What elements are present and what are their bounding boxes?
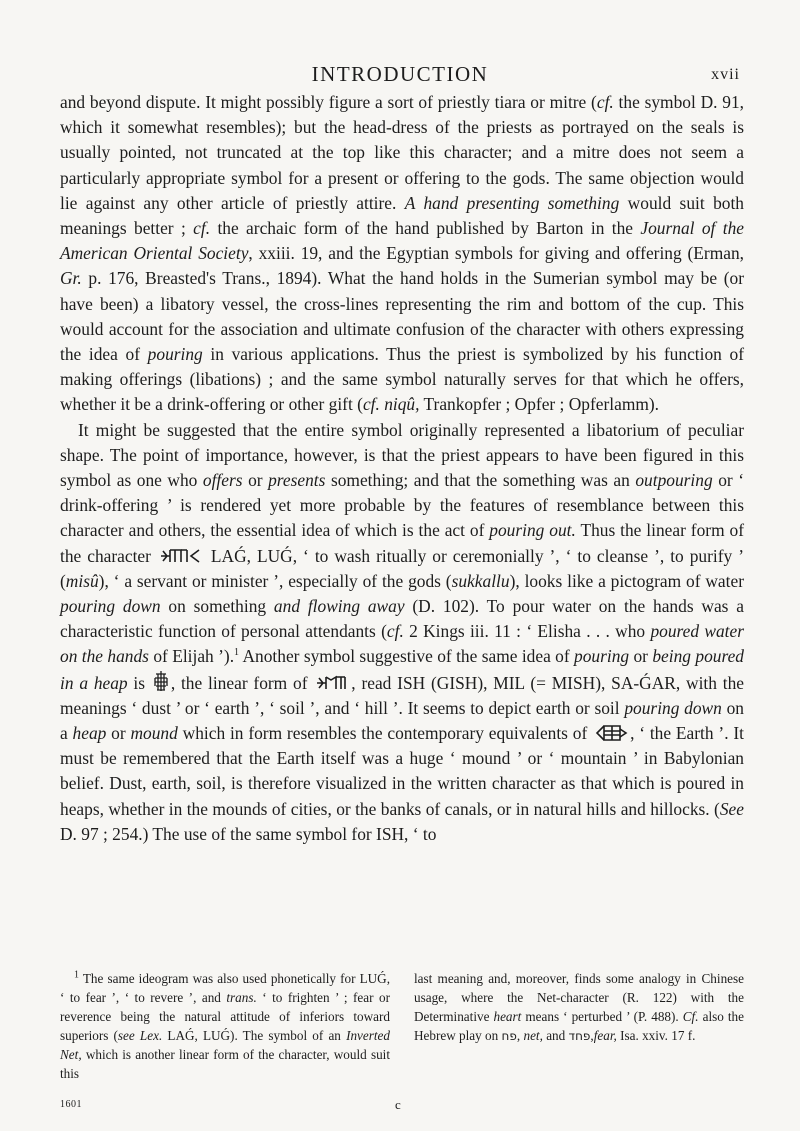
footnotes (60, 969, 744, 1083)
running-head: INTRODUCTION (311, 62, 489, 86)
paragraph-1: and beyond dispute. It might possibly figure a sort of priestly tiara or mitre (cf. the symbol D. 91, which it somewhat resembles); but the head-dress of the priests as portrayed on the seals is usually pointed, not truncated at the top like this character; and a mitre does not seem a particularly appropriate symbol for a present or offering to the gods. The same objection would lie against any other article of priestly attire. A hand presenting something would suit both meanings better ; cf. the archaic form of the hand published by Barton in the Journal of the American Oriental Society, xxiii. 19, and the Egyptian symbols for giving and offering (Erman, Gr. p. 176, Breasted's Trans., 1894). What the hand holds in the Sumerian symbol may be (or have been) a libatory vessel, the cross-lines representing the rim and bottom of the cup. This would account for the association and ultimate confusion of the character with others expressing the idea of pouring in various applications. Thus the priest is symbolized by his function of making offerings (libations) ; and the same symbol naturally serves for that which he offers, whether it be a drink-offering or other gift (cf. niqû, Trankopfer ; Opfer ; Opferlamm). (60, 92, 744, 415)
cuneiform-ish-linear-icon (315, 674, 349, 692)
page-number: xvii (711, 66, 740, 83)
footnote-ref: 1 (234, 647, 240, 659)
footnote-right-column (414, 969, 744, 1083)
hebrew-pah: פח (501, 1029, 517, 1043)
cuneiform-ish-pictogram-icon (153, 670, 169, 692)
hebrew-pahad: פחד (568, 1029, 591, 1043)
main-text (60, 90, 744, 847)
cuneiform-lag-sign-icon (159, 547, 203, 565)
signature-mark: c (395, 1097, 401, 1112)
print-code: 1601 (60, 1099, 82, 1110)
cuneiform-earth-sign-icon (594, 724, 628, 742)
footnote-1-continued: last meaning and, moreover, finds some analogy in Chinese usage, where the Net-character (R. 122) with the Determinative heart means ‘ perturbed ’ (P. 488). Cf. also the Hebrew play on פח, net, and פחד,fear, Isa. xxiv. 17 f. (414, 971, 744, 1043)
footnote-left-column (60, 969, 390, 1083)
paragraph-2: It might be suggested that the entire symbol originally represented a libatorium of peculiar shape. The point of importance, however, is that the priest appears to have been figured in this symbol as one who offers or presents something; and that the something was an outpouring or ‘ drink-offering ’ is rendered yet more probable by the features of resemblance between this character and others, the essential idea of which is the act of pouring out. Thus the linear form of the character LAǴ, LUǴ, ‘ to wash ritually or ceremonially ’, ‘ to cleanse ’, to purify ’ (misû), ‘ a servant or minister ’, especially of the gods (sukkallu), looks like a pictogram of water pouring down on something and flowing away (D. 102). To pour water on the hands was a characteristic function of personal attendants (cf. 2 Kings iii. 11 : ‘ Elisha . . . who poured water on the hands of Elijah ’).$^1$ Another symbol suggestive of the same idea of pouring or being poured in a heap is , the linear form of , read ISH (GISH), MIL (= MISH), SA-ǴAR, with the meanings ‘ dust ’ or ‘ earth ’, ‘ soil ’, and ‘ hill ’. It seems to depict earth or soil pouring down on a heap or mound which in form resembles the contemporary equivalents of , ‘ the Earth ’. It must be remembered that the Earth itself was a huge ‘ mound ’ or ‘ mountain ’ in Babylonian belief. Dust, earth, soil, is therefore visualized in the written character as that which is poured in heaps, whether in the mounds of cities, or the banks of canals, or in natural hills and hillocks. (See D. 97 ; 254.) The use of the same symbol for ISH, ‘ to (60, 419, 745, 844)
footnote-1: $^1$ The same ideogram was also used phonetically for LUǴ, ‘ to fear ’, ‘ to revere ’, and trans. ‘ to frighten ’ ; fear or reverence being the natural attitude of inferiors toward superiors (see Lex. LAǴ, LUǴ). The symbol of an Inverted Net, which is another linear form of the character, would suit this (60, 969, 390, 1081)
